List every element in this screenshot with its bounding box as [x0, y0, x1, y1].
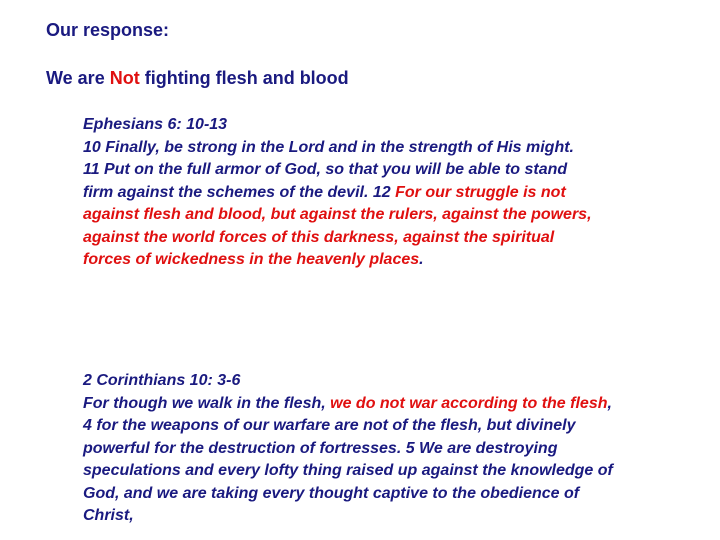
ephesians-line: [83, 182, 703, 205]
slide-subtitle: [46, 68, 349, 89]
ephesians-text: firm against the schemes of the devil. 12: [83, 183, 396, 201]
corinthians-line: powerful for the destruction of fortresses. 5 We are destroying: [83, 439, 558, 457]
ephesians-line: [83, 249, 703, 272]
subtitle-text-after: fighting flesh and blood: [139, 68, 349, 88]
subtitle-emphasis: Not: [109, 68, 140, 88]
corinthians-comma: ,: [607, 394, 612, 412]
ephesians-passage: [83, 114, 703, 272]
corinthians-passage: [83, 370, 703, 528]
corinthians-highlight: we do not war according to the flesh: [330, 394, 608, 412]
corinthians-line: God, and we are taking every thought captive to the obedience of: [83, 484, 580, 502]
corinthians-line: [83, 393, 703, 416]
subtitle-text-before: We are: [46, 68, 110, 88]
corinthians-line: 4 for the weapons of our warfare are not of the flesh, but divinely: [83, 417, 576, 434]
ephesians-highlight-line: against flesh and blood, but against the rulers, against the powers,: [83, 206, 592, 223]
corinthians-text: For though we walk in the flesh,: [83, 394, 331, 412]
corinthians-line: speculations and every lofty thing raised up against the knowledge of: [83, 462, 613, 479]
ephesians-highlight-line: against the world forces of this darkness, against the spiritual: [83, 228, 555, 246]
corinthians-line: Christ,: [83, 507, 134, 524]
ephesians-highlight: forces of wickedness in the heavenly places: [83, 251, 420, 268]
ephesians-line: 10 Finally, be strong in the Lord and in the strength of His might.: [83, 138, 574, 156]
ephesians-highlight: For our struggle is not: [395, 183, 566, 201]
ephesians-reference: Ephesians 6: 10-13: [83, 116, 228, 133]
ephesians-line: 11 Put on the full armor of God, so that you will be able to stand: [83, 161, 568, 178]
ephesians-period: .: [419, 251, 424, 268]
corinthians-reference: 2 Corinthians 10: 3-6: [83, 372, 241, 389]
slide-title: Our response:: [46, 20, 170, 40]
